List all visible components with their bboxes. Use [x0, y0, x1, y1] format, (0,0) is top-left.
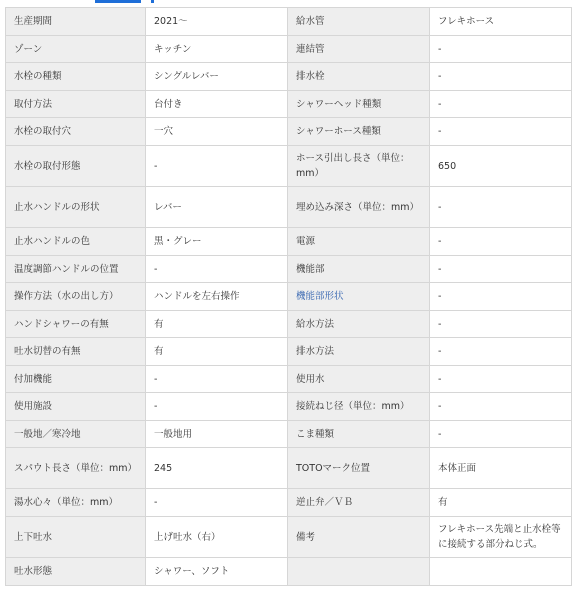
spec-label: ゾーン [6, 36, 146, 63]
spec-label: 吐水切替の有無 [6, 338, 146, 366]
spec-value: - [430, 118, 572, 146]
spec-label-link-cell [288, 283, 430, 311]
spec-value: - [430, 256, 572, 283]
spec-value: 有 [430, 489, 572, 517]
spec-label: 付加機能 [6, 366, 146, 393]
spec-value: - [146, 256, 288, 283]
spec-value: キッチン [146, 36, 288, 63]
spec-value: 黒・グレー [146, 228, 288, 256]
spec-label: 操作方法（水の出し方） [6, 283, 146, 311]
table-row [6, 489, 572, 517]
spec-value: - [146, 146, 288, 187]
spec-value: - [430, 187, 572, 228]
spec-value: 一般地用 [146, 421, 288, 448]
spec-value: ハンドルを左右操作 [146, 283, 288, 311]
spec-value: 一穴 [146, 118, 288, 146]
spec-value: シングルレバー [146, 63, 288, 91]
table-row [6, 228, 572, 256]
spec-label: 水栓の取付形態 [6, 146, 146, 187]
table-row [6, 311, 572, 338]
spec-label: 排水方法 [288, 338, 430, 366]
spec-value: 台付き [146, 91, 288, 118]
spec-label: 水栓の種類 [6, 63, 146, 91]
spec-value: - [430, 283, 572, 311]
table-row [6, 517, 572, 558]
spec-value: 650 [430, 146, 572, 187]
spec-label: 湯水心々（単位：mm） [6, 489, 146, 517]
spec-value [430, 558, 572, 586]
spec-value: - [146, 366, 288, 393]
spec-label [288, 558, 430, 586]
spec-label: スパウト長さ（単位：mm） [6, 448, 146, 489]
spec-value: 有 [146, 311, 288, 338]
spec-label: シャワーホース種類 [288, 118, 430, 146]
spec-label: 給水方法 [288, 311, 430, 338]
spec-label: 給水管 [288, 8, 430, 36]
function-shape-link[interactable]: 機能部形状 [296, 291, 344, 302]
spec-value: - [430, 421, 572, 448]
spec-value: 2021～ [146, 8, 288, 36]
table-row [6, 558, 572, 586]
table-row [6, 448, 572, 489]
accent-underline [95, 0, 141, 3]
table-row [6, 91, 572, 118]
spec-label: 吐水形態 [6, 558, 146, 586]
table-row [6, 256, 572, 283]
spec-value: - [430, 36, 572, 63]
spec-label: こま種類 [288, 421, 430, 448]
spec-label: 接続ねじ径（単位：mm） [288, 393, 430, 421]
table-row [6, 338, 572, 366]
spec-value: - [430, 91, 572, 118]
spec-label: 水栓の取付穴 [6, 118, 146, 146]
table-row [6, 421, 572, 448]
spec-value: - [430, 311, 572, 338]
spec-label: 機能部 [288, 256, 430, 283]
spec-label: 使用施設 [6, 393, 146, 421]
spec-value: フレキホース先端と止水栓等に接続する部分ねじ式。 [430, 517, 572, 558]
spec-value: - [430, 228, 572, 256]
accent-dot [151, 0, 154, 3]
spec-label: ハンドシャワーの有無 [6, 311, 146, 338]
spec-label: 備考 [288, 517, 430, 558]
spec-label: 連結管 [288, 36, 430, 63]
spec-value: フレキホース [430, 8, 572, 36]
spec-value: - [430, 366, 572, 393]
top-accent-bar [0, 0, 576, 6]
table-row [6, 146, 572, 187]
spec-label: 生産期間 [6, 8, 146, 36]
spec-value: 本体正面 [430, 448, 572, 489]
table-row [6, 366, 572, 393]
spec-value: - [146, 489, 288, 517]
table-row [6, 187, 572, 228]
spec-label: ホース引出し長さ（単位：mm） [288, 146, 430, 187]
spec-value: 有 [146, 338, 288, 366]
spec-label: 取付方法 [6, 91, 146, 118]
table-row [6, 393, 572, 421]
table-row [6, 36, 572, 63]
spec-value: - [430, 338, 572, 366]
spec-value: レバー [146, 187, 288, 228]
spec-label: 埋め込み深さ（単位：mm） [288, 187, 430, 228]
spec-table [5, 7, 572, 586]
spec-value: 245 [146, 448, 288, 489]
spec-label: 一般地／寒冷地 [6, 421, 146, 448]
spec-label: 止水ハンドルの色 [6, 228, 146, 256]
table-row [6, 63, 572, 91]
table-row [6, 8, 572, 36]
table-row [6, 118, 572, 146]
spec-label: 逆止弁／ＶＢ [288, 489, 430, 517]
spec-value: - [146, 393, 288, 421]
spec-label: 電源 [288, 228, 430, 256]
spec-label: シャワーヘッド種類 [288, 91, 430, 118]
spec-label: TOTOマーク位置 [288, 448, 430, 489]
spec-value: - [430, 393, 572, 421]
spec-value: - [430, 63, 572, 91]
spec-label: 排水栓 [288, 63, 430, 91]
spec-value: 上げ吐水（右） [146, 517, 288, 558]
spec-label: 使用水 [288, 366, 430, 393]
spec-label: 上下吐水 [6, 517, 146, 558]
spec-label: 止水ハンドルの形状 [6, 187, 146, 228]
spec-value: シャワー、ソフト [146, 558, 288, 586]
table-row [6, 283, 572, 311]
spec-label: 温度調節ハンドルの位置 [6, 256, 146, 283]
